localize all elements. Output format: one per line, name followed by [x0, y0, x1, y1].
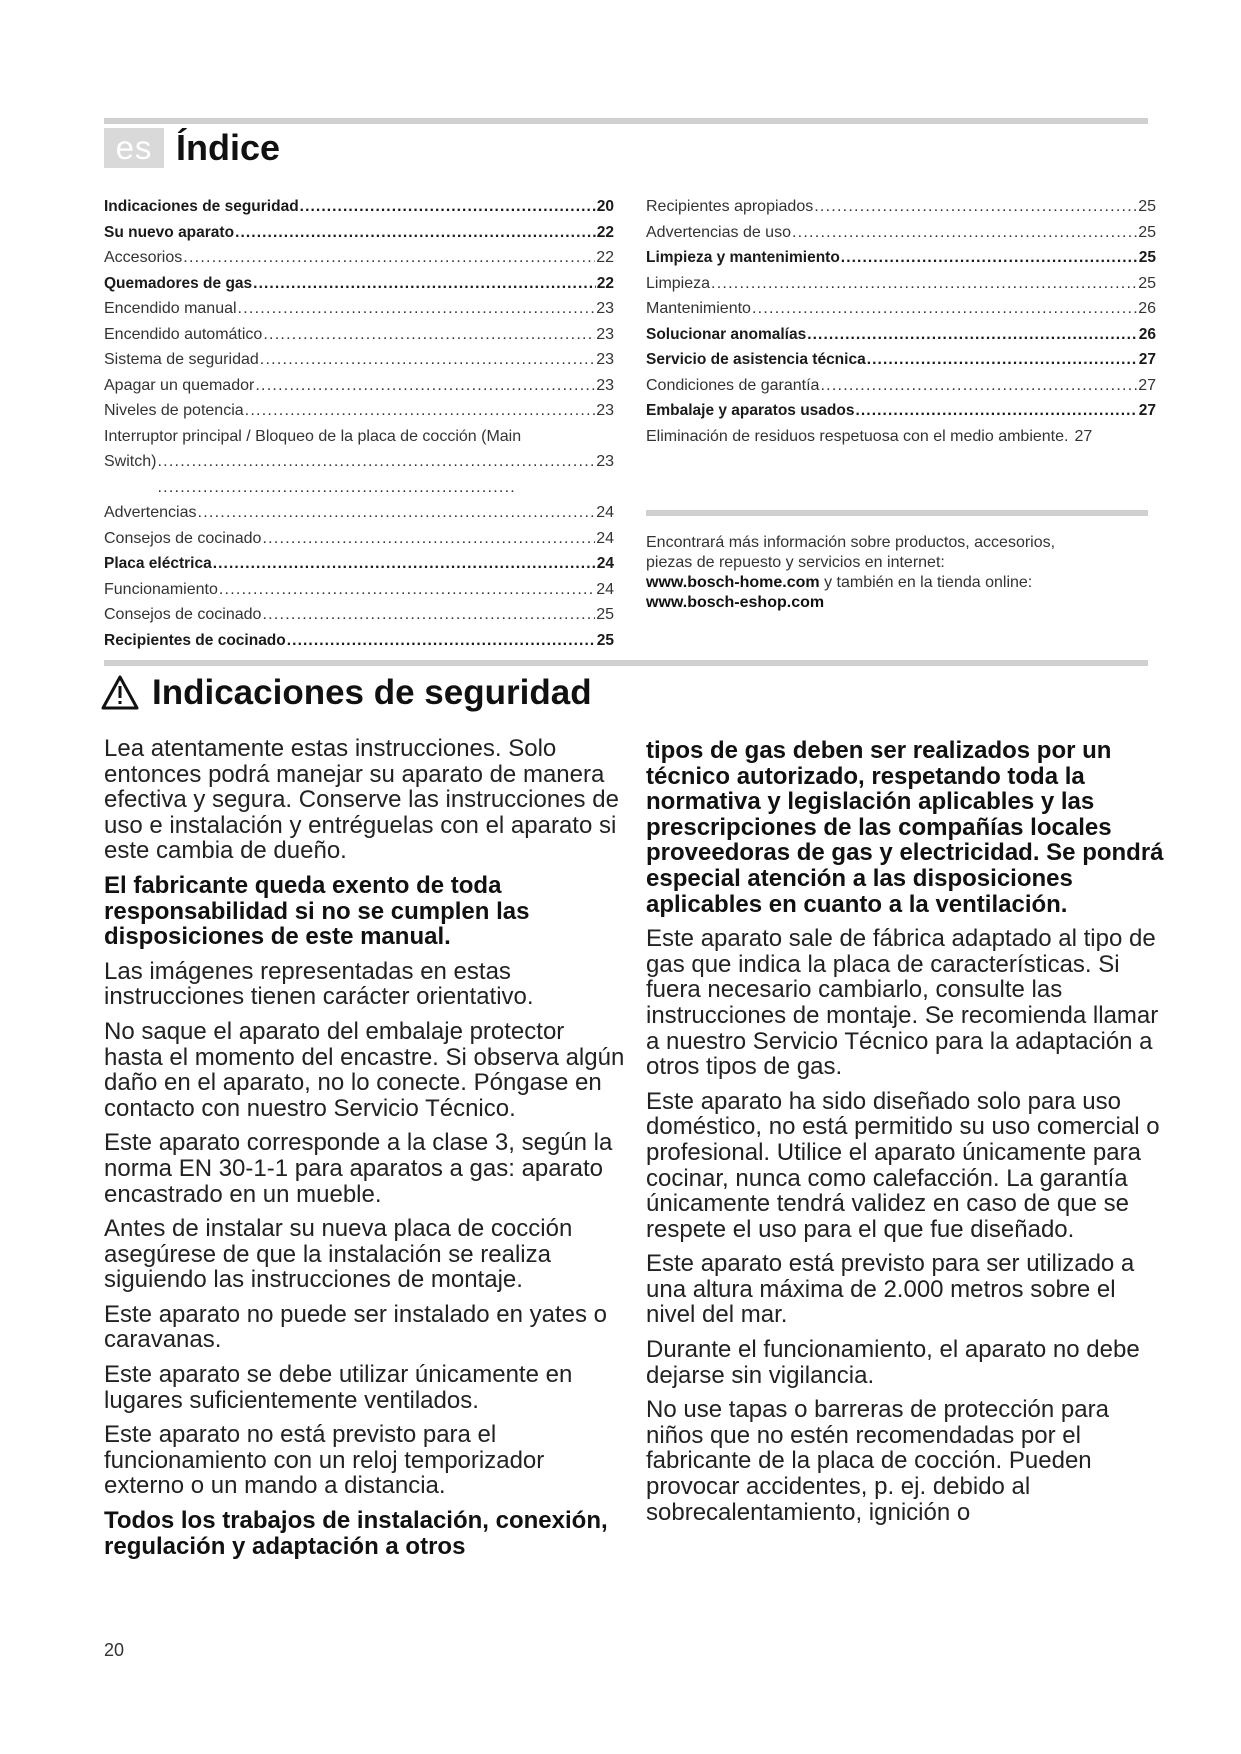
toc-leader-dots — [287, 628, 596, 654]
info-rule — [646, 510, 1148, 516]
body-paragraph: Este aparato está previsto para ser utilizado a una altura máxima de 2.000 metros sobre el nivel del mar. — [646, 1250, 1135, 1329]
toc-entry-title: Consejos de cocinado — [104, 606, 262, 623]
toc-entry[interactable] — [104, 551, 614, 577]
body-paragraph: Este aparato no está previsto para el funcionamiento con un reloj temporizador externo o un mando a distancia. — [104, 1421, 545, 1500]
body-paragraph: Este aparato ha sido diseñado solo para uso doméstico, no está permitido su uso comercial o profesional. Utilice el aparato únicamente para cocinar, nunca como calefacción. La garantía únicamente tendrá validez en caso de que se respete el uso para el que fue diseñado. — [646, 1087, 1160, 1243]
body-paragraph: Este aparato corresponde a la clase 3, según la norma EN 30-1-1 para aparatos a gas: aparato encastrado en un mueble. — [104, 1129, 613, 1208]
toc-leader-dots — [855, 398, 1137, 424]
toc-entry-page: 27 — [1138, 376, 1156, 394]
toc-entry-page: 25 — [596, 631, 614, 649]
warning-paragraph: Todos los trabajos de instalación, conexión, regulación y adaptación a otros — [104, 1507, 608, 1560]
toc-entry-title: Eliminación de residuos respetuosa con el medio ambiente. — [646, 427, 1069, 445]
info-mid-text: y también en la tienda online: — [819, 574, 1033, 591]
toc-entry-title: Apagar un quemador — [104, 376, 255, 394]
toc-entry-title-line2: Switch) — [104, 453, 157, 470]
toc-entry-page: 27 — [1138, 351, 1156, 368]
toc-leader-dots — [213, 551, 596, 577]
toc-leader-dots — [820, 373, 1137, 399]
toc-leader-dots — [260, 347, 595, 373]
toc-leader-dots — [238, 296, 596, 322]
toc-leader-dots — [752, 296, 1137, 322]
toc-leader-dots — [867, 347, 1138, 373]
body-paragraph: Este aparato sale de fábrica adaptado al tipo de gas que indica la placa de características. Si fuera necesario cambiarlo, consulte las instrucciones de montaje. Se recomienda llamar a nuestro Servicio Técnico para la adaptación a otros tipos de gas. — [646, 925, 1159, 1081]
toc-entry-page: 25 — [1138, 223, 1156, 241]
toc-entry[interactable] — [104, 577, 614, 603]
toc-entry[interactable] — [104, 602, 614, 628]
toc-right-column — [646, 194, 1156, 449]
toc-leader-dots — [235, 220, 596, 246]
toc-entry-page: 24 — [596, 580, 614, 598]
toc-entry-title: Servicio de asistencia técnica — [646, 351, 866, 368]
body-paragraph: Este aparato no puede ser instalado en yates o caravanas. — [104, 1300, 608, 1354]
toc-entry-page: 27 — [1074, 427, 1093, 445]
toc-entry-title: Recipientes de cocinado — [104, 631, 286, 649]
toc-entry[interactable] — [104, 322, 614, 348]
toc-entry-title: Indicaciones de seguridad — [104, 198, 299, 215]
toc-entry-page: 22 — [596, 274, 614, 292]
toc-entry-page: 23 — [596, 402, 614, 419]
toc-entry-page: 24 — [596, 529, 614, 547]
toc-leader-dots — [157, 449, 595, 500]
toc-entry[interactable] — [104, 194, 614, 220]
toc-entry-title: Sistema de seguridad — [104, 351, 259, 368]
toc-leader-dots — [841, 245, 1138, 271]
toc-leader-dots — [219, 577, 595, 603]
toc-entry[interactable] — [104, 628, 614, 654]
toc-entry-title-line1: Interruptor principal / Bloqueo de la placa de cocción (Main — [104, 427, 522, 445]
toc-entry[interactable] — [104, 373, 614, 399]
toc-entry-title: Su nuevo aparato — [104, 223, 235, 241]
toc-entry-page: 26 — [1138, 300, 1156, 317]
toc-entry-title: Embalaje y aparatos usados — [646, 402, 855, 419]
body-paragraph: Este aparato se debe utilizar únicamente en lugares suficientemente ventilados. — [104, 1361, 573, 1414]
toc-entry-page: 23 — [596, 300, 614, 317]
toc-entry[interactable] — [646, 194, 1156, 220]
toc-entry[interactable] — [646, 220, 1156, 246]
toc-entry-page: 23 — [596, 325, 614, 343]
toc-entry-page: 24 — [596, 555, 614, 572]
body-paragraph: Antes de instalar su nueva placa de cocción asegúrese de que la instalación se realiza siguiendo las instrucciones de montaje. — [104, 1215, 573, 1294]
body-paragraph: No saque el aparato del embalaje protector hasta el momento del encastre. Si observa algún daño en el aparato, no lo conecte. Póngase en contacto con nuestro Servicio Técnico. — [104, 1017, 625, 1122]
toc-leader-dots — [300, 194, 596, 220]
toc-entry[interactable] — [104, 526, 614, 552]
warning-paragraph: El fabricante queda exento de toda responsabilidad si no se cumplen las disposiciones de este manual. — [104, 871, 530, 951]
section-rule — [104, 660, 1148, 666]
body-paragraph: Durante el funcionamiento, el aparato no debe dejarse sin vigilancia. — [646, 1336, 1140, 1389]
toc-entry[interactable] — [104, 245, 614, 271]
toc-leader-dots — [814, 194, 1137, 220]
toc-entry[interactable] — [646, 373, 1156, 399]
toc-leader-dots — [262, 526, 595, 552]
toc-entry-title: Recipientes apropiados — [646, 198, 814, 215]
toc-entry-title: Quemadores de gas — [104, 274, 253, 292]
toc-entry[interactable] — [646, 398, 1156, 424]
toc-entry-title: Advertencias de uso — [646, 223, 791, 241]
page-number: 20 — [104, 1640, 125, 1660]
info-line-4 — [646, 593, 1166, 613]
bosch-home-link[interactable]: www.bosch-home.com — [646, 574, 820, 591]
bosch-eshop-link[interactable]: www.bosch-eshop.com — [646, 594, 825, 611]
toc-entry-title: Advertencias — [104, 504, 197, 521]
toc-entry[interactable] — [104, 347, 614, 373]
toc-entry-page: 23 — [596, 351, 614, 368]
warning-icon — [100, 673, 140, 713]
toc-entry-title: Funcionamiento — [104, 580, 218, 598]
toc-leader-dots — [183, 245, 595, 271]
toc-entry-title: Encendido automático — [104, 325, 263, 343]
toc-entry-page: 26 — [1138, 325, 1156, 343]
toc-leader-dots — [245, 398, 596, 424]
body-paragraph: Las imágenes representadas en estas instrucciones tienen carácter orientativo. — [104, 957, 534, 1011]
body-paragraph: No use tapas o barreras de protección para niños que no estén recomendadas por el fabricante de la placa de cocción. Pueden provocar accidentes, p. ej. debido al sobrecalentamiento, ignición o — [646, 1396, 1109, 1526]
toc-entry[interactable] — [104, 424, 614, 501]
toc-entry-title: Niveles de potencia — [104, 402, 244, 419]
toc-entry[interactable] — [646, 347, 1156, 373]
toc-entry-page: 23 — [596, 453, 614, 470]
toc-entry-page: 23 — [596, 376, 614, 394]
body-right-column — [646, 738, 1171, 1534]
toc-entry-page: 25 — [1138, 198, 1156, 215]
toc-leader-dots — [792, 220, 1137, 246]
toc-entry[interactable] — [646, 296, 1156, 322]
toc-entry-title: Accesorios — [104, 249, 183, 266]
toc-entry-title: Consejos de cocinado — [104, 529, 262, 547]
body-left-column — [104, 736, 629, 1568]
info-line-1: Encontrará más información sobre productos, accesorios, — [646, 534, 1056, 551]
toc-entry-title: Condiciones de garantía — [646, 376, 820, 394]
toc-entry[interactable] — [646, 322, 1156, 348]
toc-entry-title: Limpieza y mantenimiento — [646, 249, 840, 266]
toc-entry-page: 25 — [1138, 249, 1156, 266]
toc-entry-page: 22 — [596, 223, 614, 241]
toc-entry-title: Limpieza — [646, 274, 711, 292]
toc-entry[interactable] — [104, 500, 614, 526]
toc-entry-page: 22 — [596, 249, 614, 266]
info-box — [646, 533, 1166, 613]
section-title: Indicaciones de seguridad — [152, 673, 592, 712]
page-title: Índice — [176, 127, 281, 168]
toc-entry[interactable] — [646, 271, 1156, 297]
toc-leader-dots — [262, 602, 595, 628]
section-heading — [100, 668, 592, 718]
toc-entry[interactable] — [646, 424, 1156, 450]
toc-left-column — [104, 194, 614, 653]
toc-leader-dots — [711, 271, 1137, 297]
toc-entry[interactable] — [104, 220, 614, 246]
toc-leader-dots — [255, 373, 595, 399]
toc-entry-title: Mantenimiento — [646, 300, 751, 317]
toc-entry[interactable] — [646, 245, 1156, 271]
toc-entry-page: 27 — [1138, 402, 1156, 419]
toc-entry-page: 24 — [596, 504, 614, 521]
warning-paragraph: tipos de gas deben ser realizados por un técnico autorizado, respetando toda la normativa y legislación aplicables y las prescripciones de las compañías locales proveedoras de gas y electricidad. Se pondrá especial atención a las disposiciones aplicables en cuanto a la ventilación. — [646, 737, 1164, 918]
toc-leader-dots — [807, 322, 1138, 348]
toc-entry-title: Solucionar anomalías — [646, 325, 807, 343]
toc-entry-page: 25 — [1138, 274, 1156, 292]
toc-entry[interactable] — [104, 271, 614, 297]
info-line-2: piezas de repuesto y servicios en internet: — [646, 554, 945, 571]
toc-entry-title: Encendido manual — [104, 300, 237, 317]
toc-entry[interactable] — [104, 398, 614, 424]
toc-entry-title: Placa eléctrica — [104, 555, 212, 572]
body-paragraph: Lea atentamente estas instrucciones. Solo entonces podrá manejar su aparato de manera efectiva y segura. Conserve las instrucciones de uso e instalación y entréguelas con el aparato si este cambia de dueño. — [104, 735, 619, 865]
toc-leader-dots — [198, 500, 596, 526]
language-badge: es — [104, 128, 164, 168]
toc-entry-page: 20 — [596, 198, 614, 215]
info-line-3 — [646, 573, 1166, 593]
toc-entry[interactable] — [104, 296, 614, 322]
toc-entry-page: 25 — [596, 606, 614, 623]
toc-leader-dots — [253, 271, 596, 297]
toc-leader-dots — [263, 322, 595, 348]
